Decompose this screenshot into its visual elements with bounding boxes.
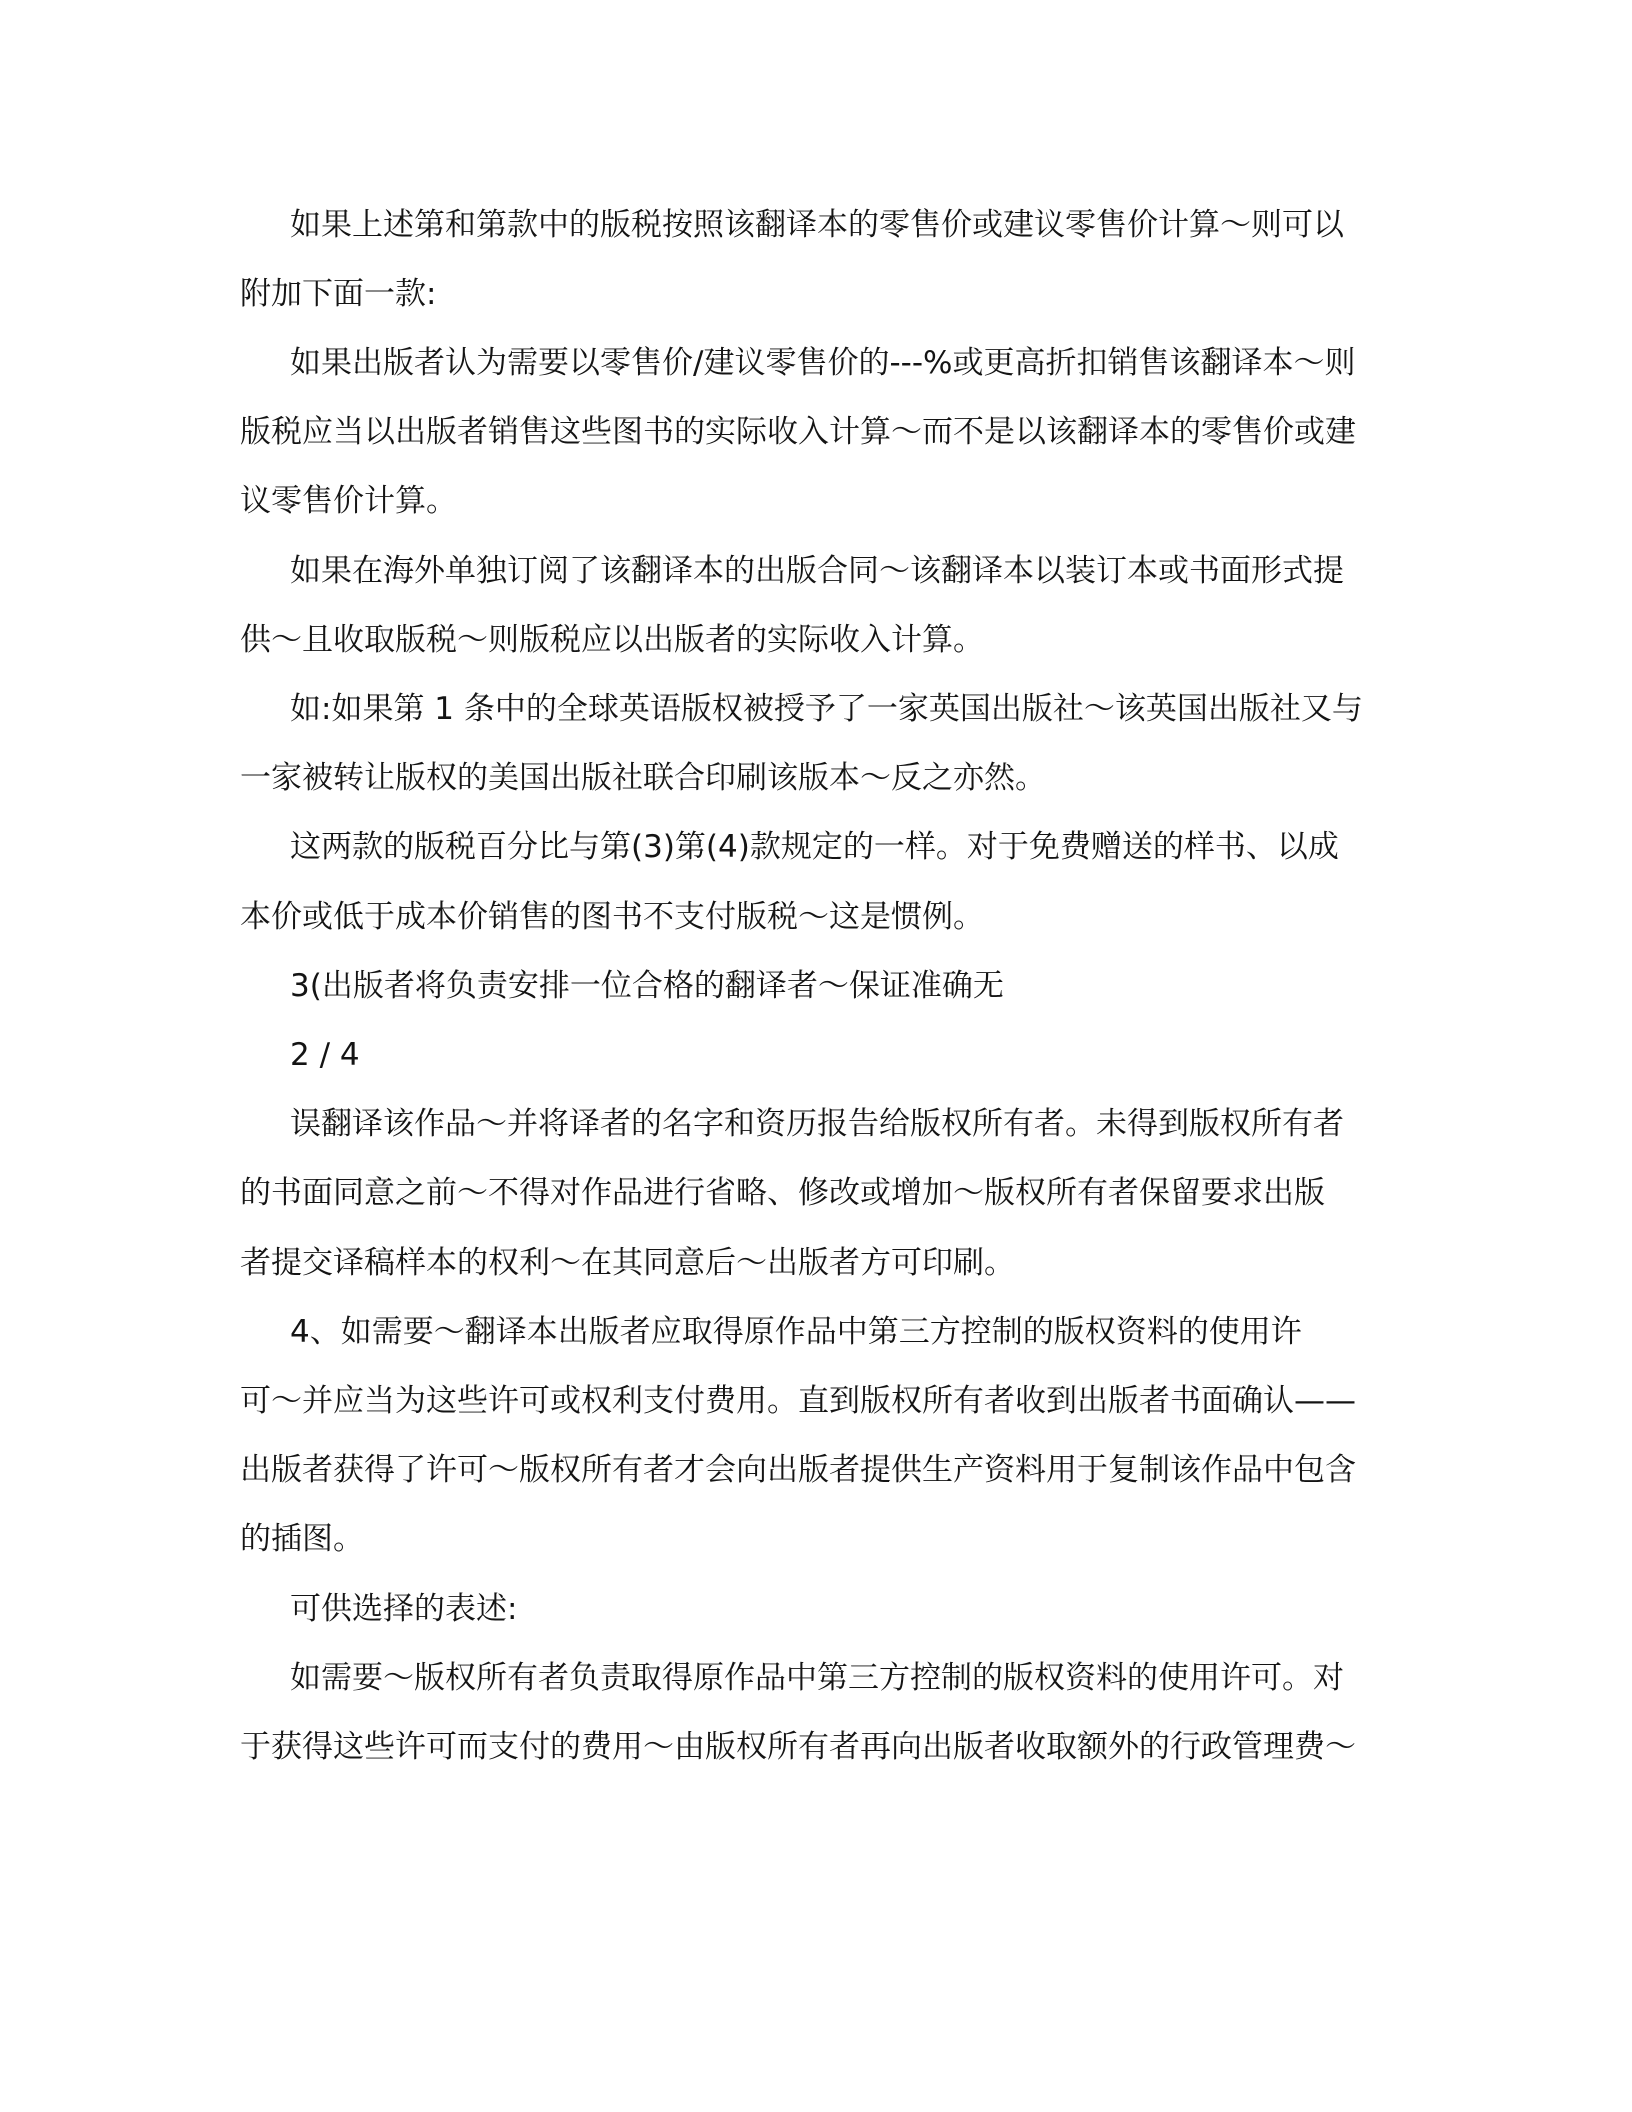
text-line: 可～并应当为这些许可或权利支付费用。直到版权所有者收到出版者书面确认—— xyxy=(240,1383,1356,1419)
text-line: 的书面同意之前～不得对作品进行省略、修改或增加～版权所有者保留要求出版 xyxy=(240,1175,1325,1211)
text-line: 误翻译该作品～并将译者的名字和资历报告给版权所有者。未得到版权所有者 xyxy=(290,1106,1344,1142)
text-line: 如果在海外单独订阅了该翻译本的出版合同～该翻译本以装订本或书面形式提 xyxy=(290,553,1344,589)
text-line: 如果上述第和第款中的版税按照该翻译本的零售价或建议零售价计算～则可以 xyxy=(290,207,1344,243)
text-line: 者提交译稿样本的权利～在其同意后～出版者方可印刷。 xyxy=(240,1245,1015,1281)
text-line: 可供选择的表述: xyxy=(290,1591,518,1627)
text-line: 出版者获得了许可～版权所有者才会向出版者提供生产资料用于复制该作品中包含 xyxy=(240,1452,1356,1488)
text-line: 供～且收取版税～则版税应以出版者的实际收入计算。 xyxy=(240,622,984,658)
text-line: 一家被转让版权的美国出版社联合印刷该版本～反之亦然。 xyxy=(240,760,1046,796)
text-line: 议零售价计算。 xyxy=(240,483,457,519)
text-line: 于获得这些许可而支付的费用～由版权所有者再向出版者收取额外的行政管理费～ xyxy=(240,1729,1356,1765)
text-line: 本价或低于成本价销售的图书不支付版税～这是惯例。 xyxy=(240,899,984,935)
text-line: 这两款的版税百分比与第(3)第(4)款规定的一样。对于免费赠送的样书、以成 xyxy=(290,829,1339,865)
text-line: 如果出版者认为需要以零售价/建议零售价的---%或更高折扣销售该翻译本～则 xyxy=(290,345,1356,381)
text-line: 3(出版者将负责安排一位合格的翻译者～保证准确无 xyxy=(290,968,1004,1004)
text-line: 的插图。 xyxy=(240,1521,364,1557)
text-line: 如需要～版权所有者负责取得原作品中第三方控制的版权资料的使用许可。对 xyxy=(290,1660,1344,1696)
text-line: 版税应当以出版者销售这些图书的实际收入计算～而不是以该翻译本的零售价或建 xyxy=(240,414,1356,450)
page-number: 2 / 4 xyxy=(290,1037,360,1073)
text-line: 如:如果第 1 条中的全球英语版权被授予了一家英国出版社～该英国出版社又与 xyxy=(290,691,1363,727)
text-line: 4、如需要～翻译本出版者应取得原作品中第三方控制的版权资料的使用许 xyxy=(290,1314,1302,1350)
text-line: 附加下面一款: xyxy=(240,276,437,312)
